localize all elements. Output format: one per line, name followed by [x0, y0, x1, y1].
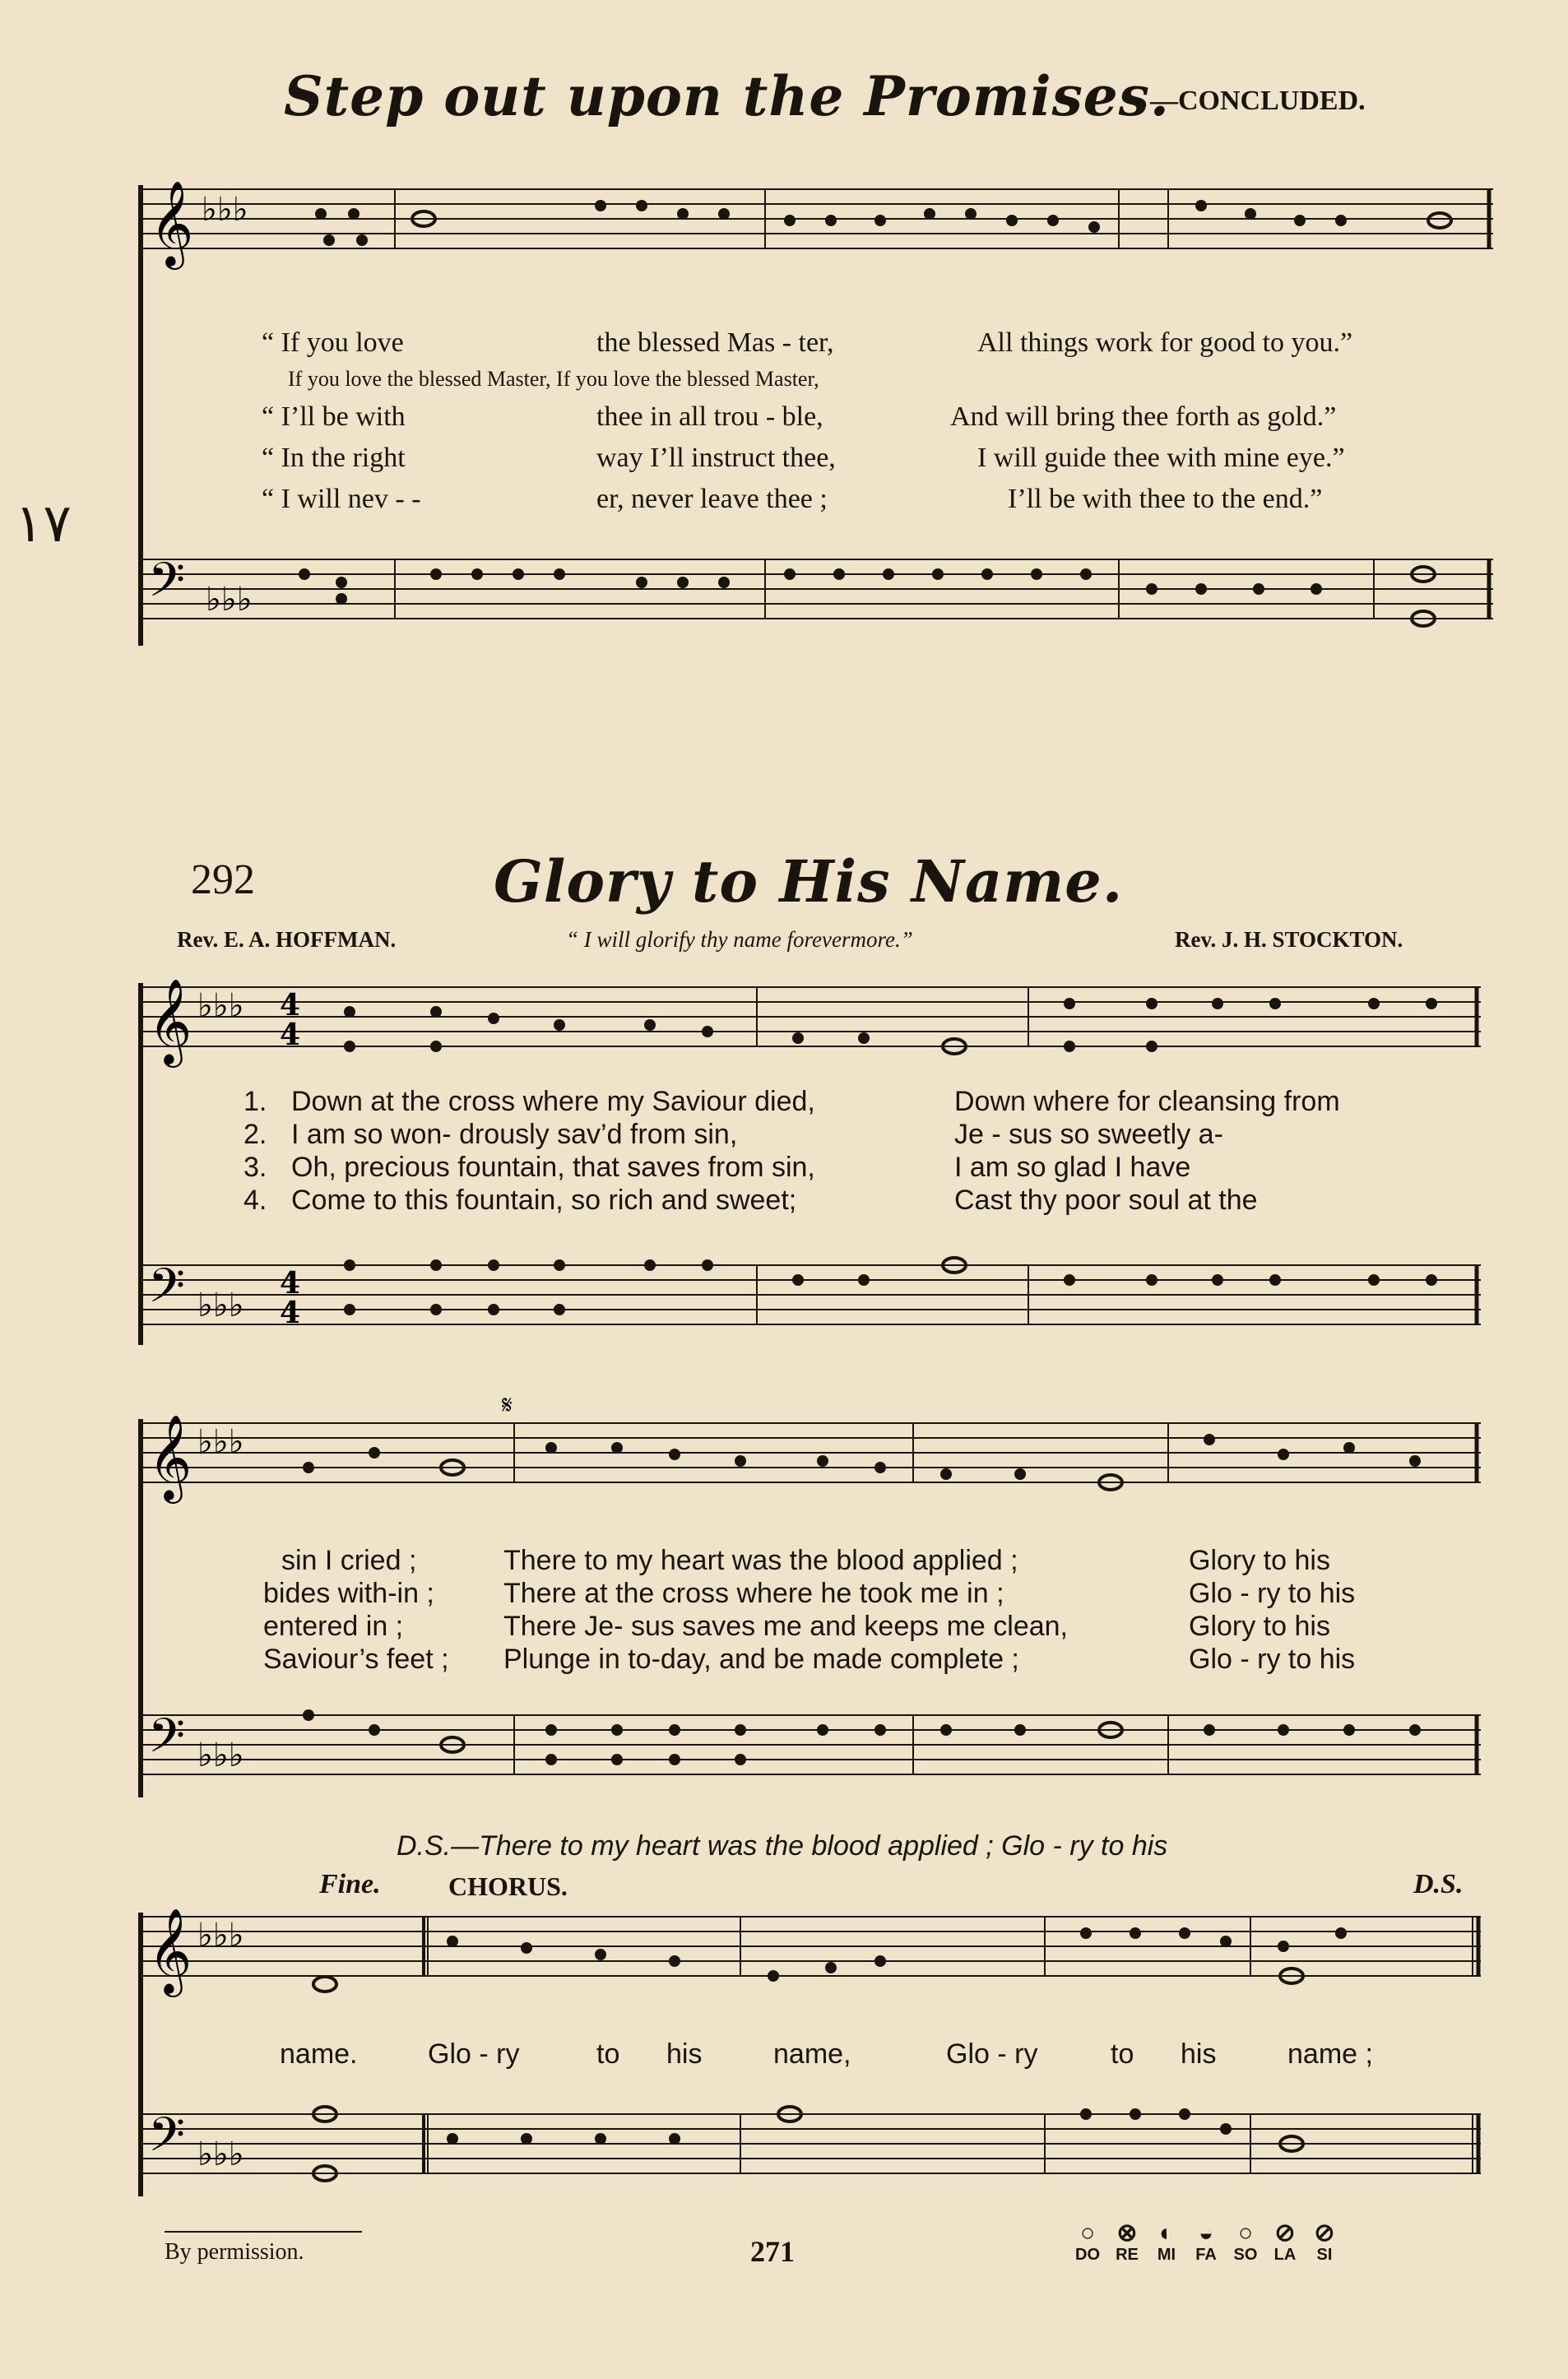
do-shape-icon: ○ [1079, 2219, 1096, 2247]
svg-text:♭♭♭: ♭♭♭ [197, 1737, 244, 1774]
s1-verse-4-a: Come to this fountain, so rich and sweet; [291, 1185, 797, 1216]
svg-text:♭♭♭: ♭♭♭ [197, 2136, 244, 2173]
top-verse-1-c: All things work for good to you.” [977, 327, 1353, 358]
top-verse-4-c: I’ll be with thee to the end.” [1008, 484, 1323, 514]
s2-verse-1-b: There to my heart was the blood applied ; [503, 1545, 1018, 1576]
system1-treble-staff [140, 979, 1481, 1069]
s1-verse-4-b: Cast thy poor soul at the [954, 1185, 1258, 1216]
top-verse-3-c: I will guide thee with mine eye.” [977, 443, 1345, 473]
top-verse-2-c: And will bring thee forth as gold.” [950, 401, 1337, 432]
top-verse-2-b: thee in all trou - ble, [596, 401, 823, 432]
svg-text:♭♭♭: ♭♭♭ [202, 191, 248, 229]
solfa-la: ⊘ LA [1265, 2221, 1305, 2265]
svg-text:𝄞: 𝄞 [148, 1414, 193, 1500]
permission-note: By permission. [165, 2239, 304, 2265]
system3-bass-staff [140, 2106, 1481, 2196]
s1-verse-2-b: Je - sus so sweetly a- [954, 1119, 1223, 1150]
system1-brace [138, 983, 143, 1345]
s2-verse-4-a: Saviour’s feet ; [263, 1644, 449, 1675]
s2-verse-1-a: sin I cried ; [281, 1545, 417, 1576]
chorus-word-5: name, [773, 2038, 851, 2070]
svg-text:♭♭♭: ♭♭♭ [197, 1287, 244, 1324]
s2-verse-2-b: There at the cross where he took me in ; [503, 1578, 1004, 1609]
song-author: Rev. E. A. HOFFMAN. [177, 927, 397, 952]
system2-brace [138, 1419, 143, 1797]
chorus-word-9: name ; [1287, 2038, 1373, 2070]
s1-verse-2-num: 2. [244, 1119, 267, 1150]
top-treble-staff [140, 180, 1493, 267]
system3-treble-staff [140, 1908, 1481, 1999]
s1-verse-4-num: 4. [244, 1185, 267, 1216]
svg-text:4: 4 [280, 1018, 301, 1052]
svg-text:𝄋: 𝄋 [502, 1391, 513, 1420]
s2-verse-3-b: There Je- sus saves me and keeps me clean, [503, 1611, 1068, 1642]
mi-shape-icon: ◐ [1158, 2219, 1175, 2247]
top-verse-1-a: “ If you love [262, 327, 404, 358]
song-title: Glory to His Name. [494, 847, 1124, 916]
svg-text:♭♭♭: ♭♭♭ [197, 987, 244, 1025]
s1-verse-2-a: I am so won- drously sav’d from sin, [291, 1119, 738, 1150]
svg-text:𝄢: 𝄢 [148, 1708, 186, 1775]
ds-line: D.S.—There to my heart was the blood applied ; Glo - ry to his [397, 1830, 1168, 1862]
s1-verse-1-b: Down where for cleansing from [954, 1086, 1340, 1117]
solfa-so: ○ SO [1226, 2221, 1265, 2265]
s2-verse-4-b: Plunge in to-day, and be made complete ; [503, 1644, 1019, 1675]
svg-text:4: 4 [280, 988, 301, 1023]
chorus-word-6: Glo - ry [946, 2038, 1038, 2070]
s2-verse-2-c: Glo - ry to his [1189, 1578, 1356, 1609]
so-shape-icon: ○ [1237, 2219, 1254, 2247]
si-shape-icon: ⊘ [1314, 2219, 1335, 2247]
re-shape-icon: ⊗ [1116, 2219, 1138, 2247]
svg-text:♭♭♭: ♭♭♭ [206, 581, 253, 619]
solfa-do: ○ DO [1068, 2221, 1107, 2265]
page-number: 271 [750, 2235, 795, 2268]
s2-verse-1-c: Glory to his [1189, 1545, 1330, 1576]
top-verse-4-b: er, never leave thee ; [596, 484, 828, 514]
top-verse-4-a: “ I will nev - - [262, 484, 421, 514]
song-scripture: “ I will glorify thy name forevermore.” [566, 927, 913, 952]
permission-rule [165, 2231, 362, 2233]
svg-text:𝄞: 𝄞 [148, 978, 193, 1064]
svg-text:𝄢: 𝄢 [148, 1258, 186, 1325]
svg-text:𝄢: 𝄢 [148, 2107, 186, 2174]
top-verse-3-b: way I’ll instruct thee, [596, 443, 836, 473]
svg-text:4: 4 [280, 1296, 301, 1330]
top-system-brace [138, 185, 143, 646]
s2-verse-2-a: bides with-in ; [263, 1578, 434, 1609]
ds-mark: D.S. [1413, 1869, 1464, 1899]
system3-brace [138, 1913, 143, 2196]
top-song-title-suffix: —CONCLUDED. [1150, 86, 1366, 116]
s1-verse-1-a: Down at the cross where my Saviour died, [291, 1086, 815, 1117]
s1-verse-3-b: I am so glad I have [954, 1152, 1191, 1183]
svg-text:♭♭♭: ♭♭♭ [197, 1423, 244, 1461]
top-bass-staff [140, 550, 1493, 648]
svg-text:𝄞: 𝄞 [148, 1908, 193, 1994]
s1-verse-1-num: 1. [244, 1086, 267, 1117]
s1-verse-3-a: Oh, precious fountain, that saves from sin, [291, 1152, 815, 1183]
chorus-word-7: to [1111, 2038, 1134, 2070]
solfa-si: ⊘ SI [1305, 2221, 1344, 2265]
solfa-fa: ◒ FA [1186, 2221, 1226, 2265]
s2-verse-3-a: entered in ; [263, 1611, 404, 1642]
solfa-legend [1068, 2221, 1463, 2265]
chorus-word-4: his [666, 2038, 703, 2070]
margin-mark: ١٧ [15, 494, 72, 554]
chorus-label: CHORUS. [448, 1871, 568, 1901]
chorus-word-1: name. [280, 2038, 358, 2070]
chorus-word-3: to [596, 2038, 620, 2070]
svg-text:♭♭♭: ♭♭♭ [197, 1917, 244, 1955]
svg-text:𝄢: 𝄢 [148, 552, 186, 619]
s2-verse-4-c: Glo - ry to his [1189, 1644, 1356, 1675]
top-verse-2-a: “ I’ll be with [262, 401, 406, 432]
system2-treble-staff [140, 1391, 1481, 1505]
svg-text:4: 4 [280, 1266, 301, 1301]
solfa-mi: ◐ MI [1147, 2221, 1186, 2265]
s1-verse-3-num: 3. [244, 1152, 267, 1183]
song-composer: Rev. J. H. STOCKTON. [1175, 927, 1403, 952]
solfa-re: ⊗ RE [1107, 2221, 1147, 2265]
top-verse-1-b: the blessed Mas - ter, [596, 327, 834, 358]
chorus-word-8: his [1181, 2038, 1217, 2070]
system2-bass-staff [140, 1707, 1481, 1797]
song-number: 292 [191, 856, 255, 903]
chorus-word-2: Glo - ry [428, 2038, 520, 2070]
fine-mark: Fine. [319, 1869, 381, 1899]
la-shape-icon: ⊘ [1274, 2219, 1296, 2247]
svg-text:𝄞: 𝄞 [150, 180, 194, 267]
s2-verse-3-c: Glory to his [1189, 1611, 1330, 1642]
system1-bass-staff [140, 1257, 1481, 1347]
fa-shape-icon: ◒ [1198, 2219, 1214, 2247]
top-verse-3-a: “ In the right [262, 443, 406, 473]
top-song-title: Step out upon the Promises. [284, 64, 1170, 128]
top-alto-line: If you love the blessed Master, If you love the blessed Master, [288, 367, 819, 391]
